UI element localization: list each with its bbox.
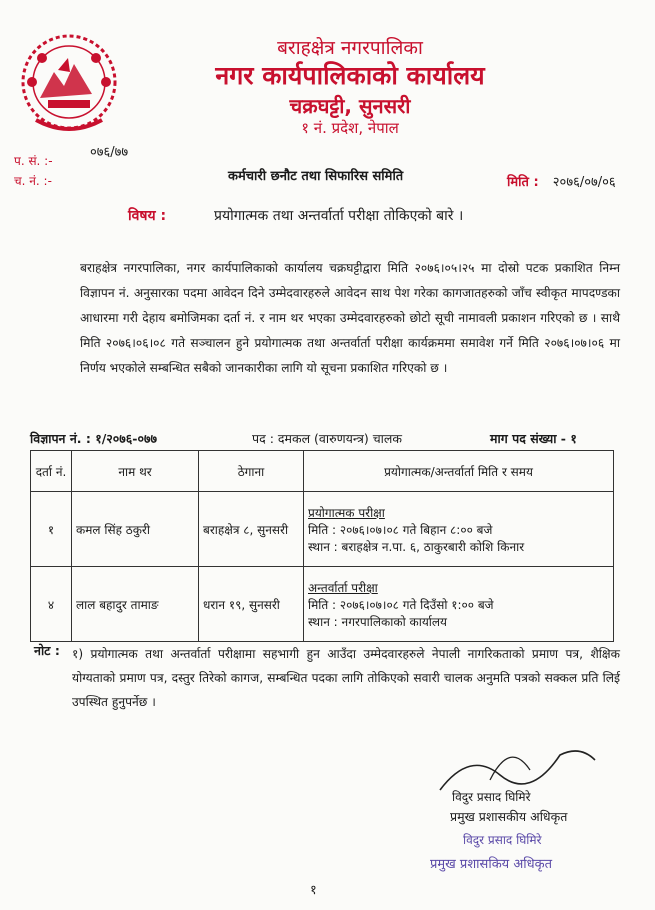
subject-label: विषय : [128, 208, 167, 224]
municipality-name: बराहक्षेत्र नगरपालिका [277, 37, 423, 59]
official-stamp [428, 824, 598, 880]
cell-address: बराहक्षेत्र ८, सुनसरी [199, 492, 304, 567]
dispatch-number-label: च. नं. :- [14, 174, 52, 188]
candidate-table [30, 450, 614, 642]
svg-text:प्रमुख प्रशासकिय अधिकृत: प्रमुख प्रशासकिय अधिकृत [430, 857, 553, 872]
table-header-row [31, 451, 614, 492]
fiscal-year: ०७६/७७ [90, 145, 129, 160]
cell-practical-schedule [304, 492, 614, 567]
svg-text:विदुर प्रसाद घिमिरे: विदुर प्रसाद घिमिरे [463, 833, 542, 847]
nepal-emblem-icon [18, 28, 120, 140]
page-number: १ [310, 883, 317, 898]
subject-text: प्रयोगात्मक तथा अन्तर्वार्ता परीक्षा तोकिएको बारे । [214, 208, 464, 224]
note-label: नोट : [34, 643, 60, 658]
cell-name: लाल बहादुर तामाङ [72, 567, 199, 642]
cell-reg-no: ४ [31, 567, 72, 642]
interview-place: स्थान : नगरपालिकाको कार्यालय [308, 614, 447, 629]
table-row [31, 567, 614, 642]
practical-place: स्थान : बराहक्षेत्र न.पा. ६, ठाकुरबारी कोशि किनार [308, 539, 525, 554]
vacancy-count: माग पद संख्या - १ [490, 431, 577, 446]
table-row [31, 492, 614, 567]
practical-date: मिति : २०७६।०७।०८ गते बिहान ८:०० बजे [308, 522, 493, 537]
cell-address: धरान १९, सुनसरी [199, 567, 304, 642]
cell-name: कमल सिंह ठकुरी [72, 492, 199, 567]
committee-name: कर्मचारी छनौट तथा सिफारिस समिति [228, 169, 404, 184]
signatory-title: प्रमुख प्रशासकीय अधिकृत [450, 809, 568, 824]
date-label: मिति : [507, 175, 539, 190]
header-address: ठेगाना [199, 451, 304, 492]
date-value: २०७६/०७/०६ [552, 175, 616, 190]
signatory-name: विदुर प्रसाद घिमिरे [452, 790, 531, 804]
vacancy-number: विज्ञापन नं. : १/२०७६-०७७ [30, 431, 157, 446]
practical-title: प्रयोगात्मक परीक्षा [308, 505, 385, 520]
interview-title: अन्तर्वार्ता परीक्षा [308, 580, 378, 595]
header-name: नाम थर [72, 451, 199, 492]
office-location: चक्रघट्टी, सुनसरी [289, 94, 411, 118]
notice-body: बराहक्षेत्र नगरपालिका, नगर कार्यपालिकाको कार्यालय चक्रघट्टीद्वारा मिति २०७६।०५।२५ मा दोस्रो पटक प्रकाशित निम्न विज्ञापन नं. अनुसारका पदमा आवेदन दिने उम्मेदवारहरुले आवेदन साथ पेश गरेका कागजातहरुको जाँच स्वीकृत मापदण्डका आधारमा गरी देहाय बमोजिमका दर्ता नं. र नाम थर भएका उम्मेदवारहरुको छोटो सूची नामावली प्रकाशन गरिएको छ । साथै मिति २०७६।०६।०८ गते सञ्चालन हुने प्रयोगात्मक तथा अन्तर्वार्ता परीक्षा कार्यक्रममा समावेश गर्ने मिति २०७६।०७।०६ मा निर्णय भएकोले सम्बन्धित सबैको जानकारीका लागि यो सूचना प्रकाशित गरिएको छ । [80, 261, 620, 375]
note-text: १) प्रयोगात्मक तथा अन्तर्वार्ता परीक्षामा सहभागी हुन आउँदा उम्मेदवारहरुले नेपाली नागरिकताको प्रमाण पत्र, शैक्षिक योग्यताको प्रमाण पत्र, दस्तुर तिरेको कागज, सम्बन्धित पदका लागि तोकिएको सवारी चालक अनुमति पत्रको सक्कल प्रति लिई उपस्थित हुनुपर्नेछ । [72, 647, 620, 709]
header-schedule: प्रयोगात्मक/अन्तर्वार्ता मिति र समय [304, 451, 614, 492]
cell-interview-schedule [304, 567, 614, 642]
letter-date [507, 172, 616, 190]
header-reg-no: दर्ता नं. [31, 451, 72, 492]
vacancy-post: पद : दमकल (वारुणयन्त्र) चालक [252, 431, 402, 446]
letter-number-label: प. सं. :- [14, 154, 53, 168]
province-name: १ नं. प्रदेश, नेपाल [301, 119, 399, 137]
office-name: नगर कार्यपालिकाको कार्यालय [215, 61, 485, 90]
interview-date: मिति : २०७६।०७।०८ गते दिउँसो १:०० बजे [308, 597, 494, 612]
cell-reg-no: १ [31, 492, 72, 567]
